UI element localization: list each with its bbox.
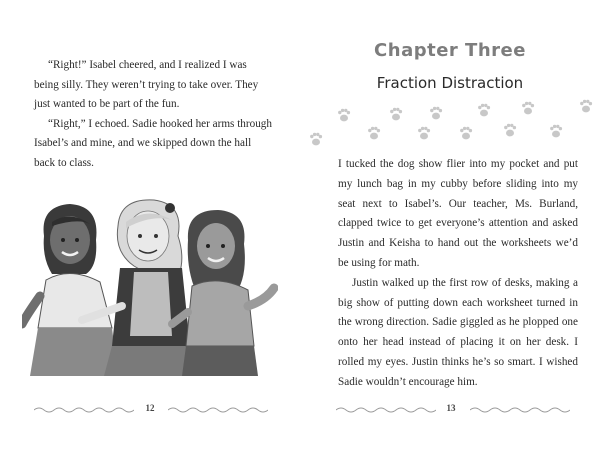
left-page-footer <box>0 403 300 417</box>
chapter-title: Fraction Distraction <box>376 74 524 92</box>
paw-print-icon <box>418 127 430 140</box>
wavy-rule <box>168 405 268 415</box>
paw-print-icon <box>338 109 350 122</box>
paw-print-icon <box>310 133 322 146</box>
page-number-left: 12 <box>145 403 155 413</box>
right-page <box>300 0 600 450</box>
paw-print-icon <box>522 102 534 115</box>
paw-print-icon <box>390 108 402 121</box>
paw-print-icon <box>430 107 442 120</box>
three-girls-illustration <box>22 196 278 376</box>
wavy-rule <box>336 405 436 415</box>
wavy-rule <box>34 405 134 415</box>
right-page-text <box>338 155 578 393</box>
paw-print-icon <box>504 124 516 137</box>
left-page-text <box>34 56 272 173</box>
left-paragraph-1: “Right!” Isabel cheered, and I realized I was being silly. They weren’t trying to take over. They just wanted to be part of the fun. <box>34 59 259 110</box>
chapter-label: Chapter Three <box>374 40 526 61</box>
paw-print-icon <box>460 127 472 140</box>
page-number-right: 13 <box>446 403 456 413</box>
wavy-rule <box>470 405 570 415</box>
paw-print-row <box>300 96 600 146</box>
right-page-footer <box>300 403 600 417</box>
right-paragraph-2: Justin walked up the first row of desks, making a big show of putting down each worksheet turned in the wrong direction. Sadie giggled as he plopped one onto her head instead of placing it on her desk. I rolled my eyes. Justin thinks he’s so smart. I wished Sadie wouldn’t encourage him. <box>338 276 578 388</box>
paw-print-icon <box>478 104 490 117</box>
paw-print-icon <box>580 100 592 113</box>
right-paragraph-1: I tucked the dog show flier into my pocket and put my lunch bag in my cubby before sliding into my seat next to Isabel’s. Our teacher, Ms. Burland, clapped twice to get everyone’s attention and asked Justin and Keisha to hand out the worksheets we’d be using for math. <box>338 158 578 269</box>
girl-left-figure <box>22 204 118 376</box>
left-paragraph-2: “Right,” I echoed. Sadie hooked her arms through Isabel’s and mine, and we skipped down the hall back to class. <box>34 117 272 169</box>
paw-print-icon <box>550 125 562 138</box>
girl-right-figure <box>172 210 274 376</box>
paw-print-icon <box>368 127 380 140</box>
